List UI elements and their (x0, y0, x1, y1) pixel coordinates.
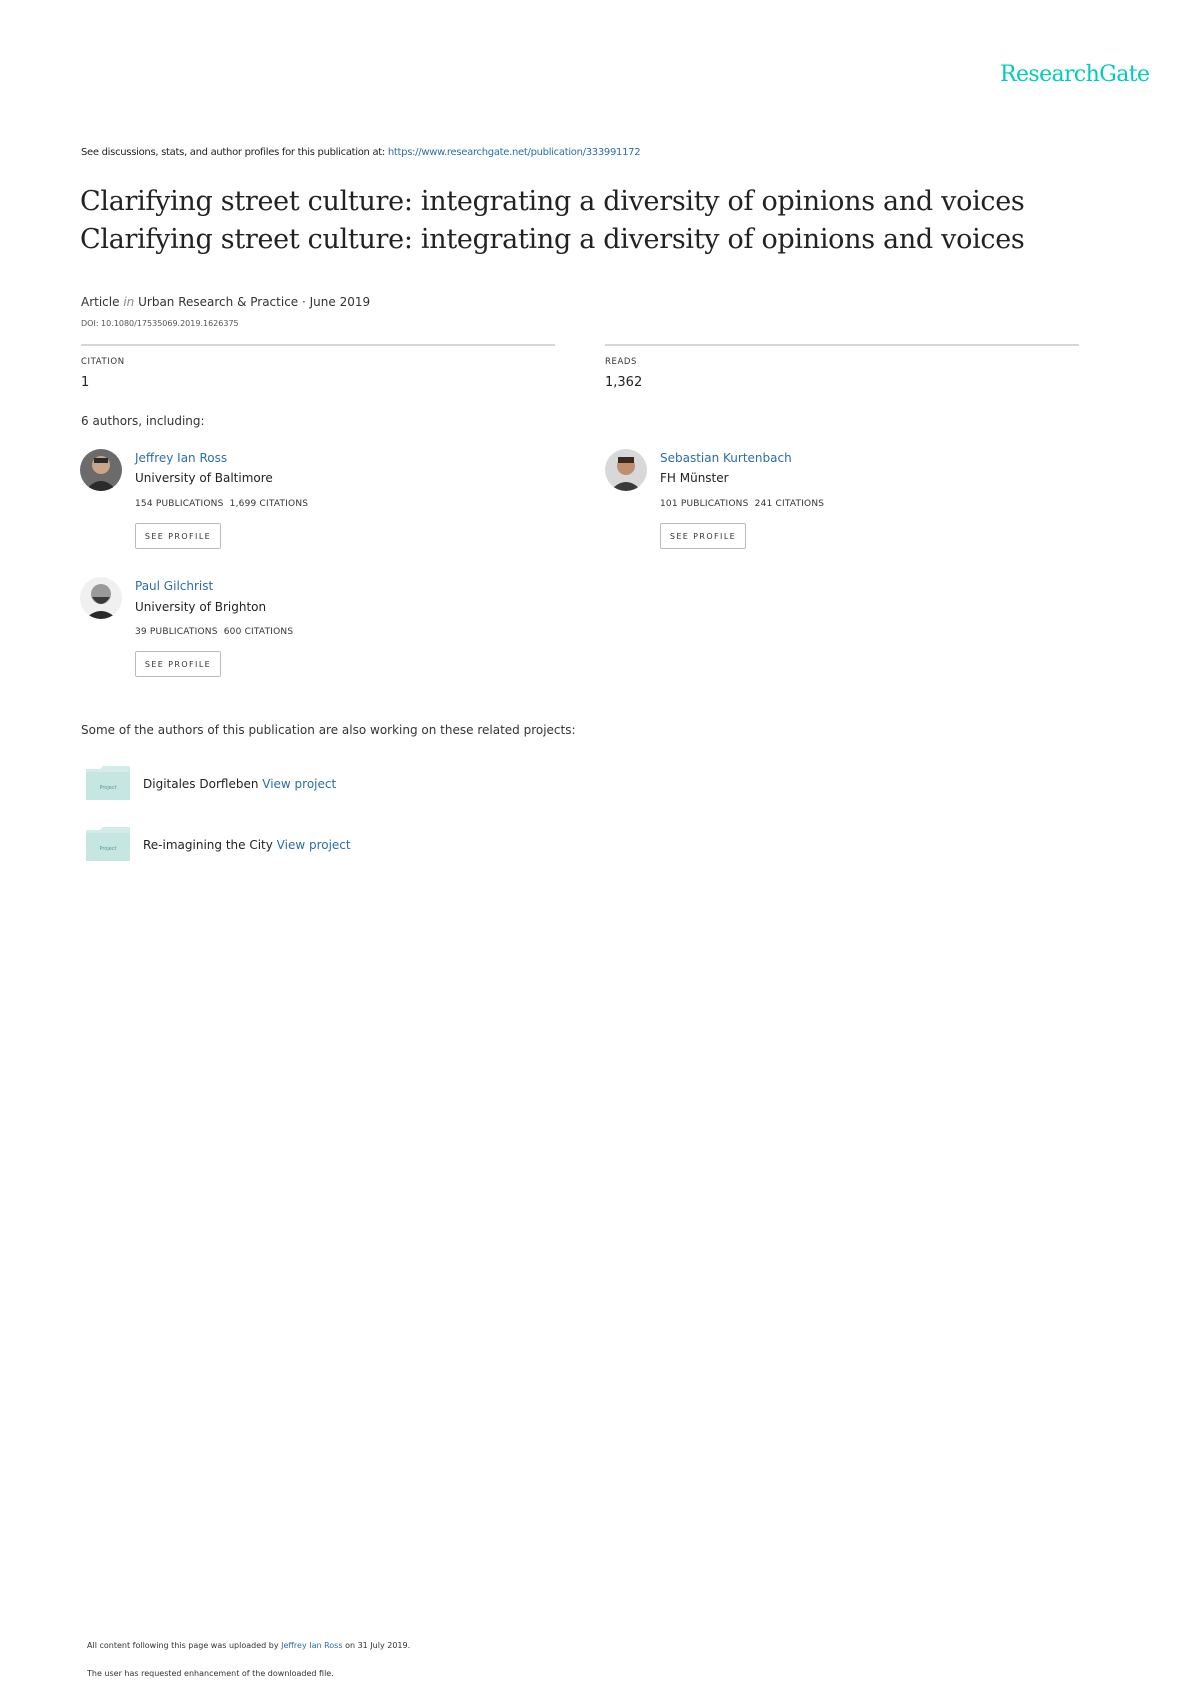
publications-label: PUBLICATIONS (155, 499, 224, 509)
project-item (143, 777, 336, 791)
citations-label: CITATIONS (244, 627, 294, 637)
author-name-link[interactable]: Sebastian Kurtenbach (660, 451, 792, 465)
authors-count-label: 6 authors, including: (81, 414, 205, 428)
author-stats (660, 499, 824, 509)
article-title: Clarifying street culture: integrating a diversity of opinions and voices (80, 186, 1025, 217)
enhancement-note: The user has requested enhancement of the downloaded file. (87, 1669, 334, 1678)
author-institution: FH Münster (660, 471, 729, 485)
project-name: Re-imagining the City (143, 838, 273, 852)
view-project-link[interactable]: View project (276, 838, 351, 852)
avatar[interactable] (80, 449, 122, 491)
author-institution: University of Baltimore (135, 471, 273, 485)
article-type: Article (81, 295, 120, 309)
divider-right (605, 344, 1079, 346)
author-name-link[interactable]: Jeffrey Ian Ross (135, 451, 228, 465)
view-project-link[interactable]: View project (262, 777, 337, 791)
author-name-link[interactable]: Paul Gilchrist (135, 579, 214, 593)
author-stats (135, 499, 308, 509)
see-profile-button[interactable]: SEE PROFILE (135, 651, 221, 677)
upload-note (87, 1641, 410, 1650)
journal-name: Urban Research & Practice (138, 295, 299, 309)
publications-count: 39 (135, 627, 147, 637)
project-icon-label: Project (99, 846, 117, 852)
related-projects-label: Some of the authors of this publication are also working on these related projects: (81, 723, 576, 737)
citations-count: 241 (754, 499, 773, 509)
citations-count: 1,699 (229, 499, 257, 509)
in-word: in (123, 295, 135, 309)
publications-label: PUBLICATIONS (680, 499, 749, 509)
discussion-text: See discussions, stats, and author profiles for this publication at: (81, 147, 388, 158)
divider-left (81, 344, 555, 346)
project-folder-icon (86, 766, 130, 800)
author-stats (135, 627, 293, 637)
doi: DOI: 10.1080/17535069.2019.1626375 (81, 319, 239, 328)
citation-value: 1 (81, 375, 90, 390)
avatar[interactable] (80, 577, 122, 619)
date-separator: · (298, 295, 310, 309)
uploader-link[interactable]: Jeffrey Ian Ross (281, 1641, 343, 1650)
see-profile-button[interactable]: SEE PROFILE (660, 523, 746, 549)
discussion-line (81, 147, 640, 158)
researchgate-logo[interactable]: ResearchGate (1000, 62, 1150, 87)
citations-label: CITATIONS (775, 499, 825, 509)
citations-label: CITATIONS (259, 499, 309, 509)
citations-count: 600 (223, 627, 242, 637)
publications-label: PUBLICATIONS (149, 627, 218, 637)
project-folder-icon (86, 827, 130, 861)
project-item (143, 838, 351, 852)
author-institution: University of Brighton (135, 600, 267, 614)
publications-count: 101 (660, 499, 678, 509)
see-profile-button[interactable]: SEE PROFILE (135, 523, 221, 549)
upload-suffix: on 31 July 2019. (342, 1641, 411, 1650)
avatar[interactable] (605, 449, 647, 491)
article-meta (81, 295, 370, 309)
publication-date: June 2019 (309, 295, 371, 309)
project-name: Digitales Dorfleben (143, 777, 259, 791)
citation-label: CITATION (81, 357, 125, 367)
reads-label: READS (605, 357, 638, 367)
reads-value: 1,362 (605, 375, 643, 390)
project-icon-label: Project (99, 785, 117, 791)
article-title-repeat: Clarifying street culture: integrating a diversity of opinions and voices (80, 224, 1025, 255)
upload-prefix: All content following this page was uploaded by (87, 1641, 282, 1650)
publication-url-link[interactable]: https://www.researchgate.net/publication/333991172 (387, 147, 641, 158)
publications-count: 154 (135, 499, 153, 509)
